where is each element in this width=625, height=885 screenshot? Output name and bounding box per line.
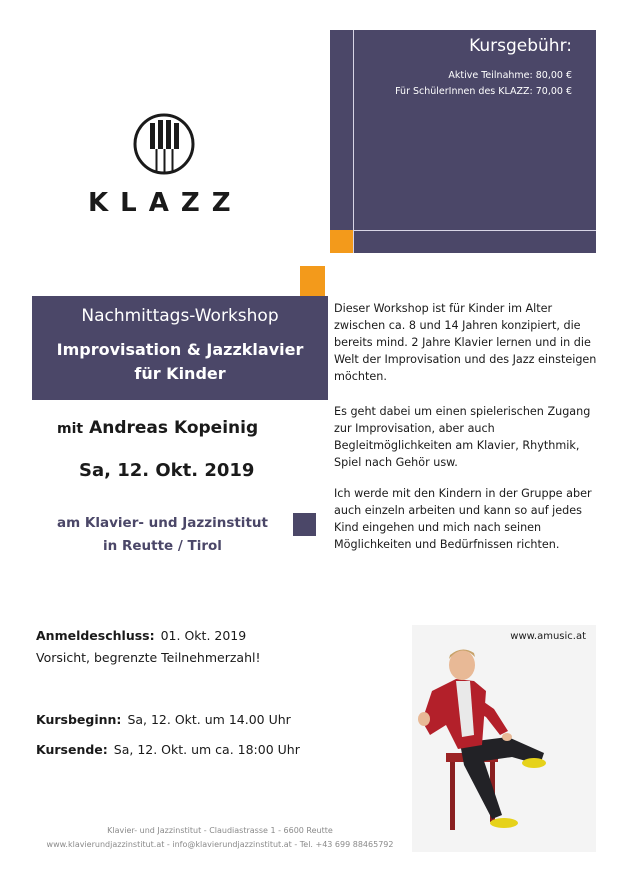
course-start-value: Sa, 12. Okt. um 14.00 Uhr bbox=[127, 712, 291, 727]
purple-accent-square bbox=[293, 513, 316, 536]
course-fee-box bbox=[330, 30, 596, 253]
workshop-title-box bbox=[32, 296, 328, 400]
limited-participants-note: Vorsicht, begrenzte Teilnehmerzahl! bbox=[36, 650, 261, 665]
course-end-value: Sa, 12. Okt. um ca. 18:00 Uhr bbox=[113, 742, 300, 757]
footer-address: Klavier- und Jazzinstitut - Claudiastrasse 1 - 6600 Reutte bbox=[107, 826, 333, 835]
course-start bbox=[36, 712, 291, 727]
event-date: Sa, 12. Okt. 2019 bbox=[79, 460, 255, 481]
workshop-audience: für Kinder bbox=[134, 364, 226, 383]
workshop-type: Nachmittags-Workshop bbox=[81, 306, 279, 326]
logo-text: KLAZZ bbox=[88, 188, 243, 218]
description-paragraph: Dieser Workshop ist für Kinder im Alter zwischen ca. 8 und 14 Jahren konzipiert, die bereits mind. 2 Jahre Klavier lernen und in die Welt der Improvisation und des Jazz einsteigen möchten. bbox=[334, 302, 597, 383]
registration-label: Anmeldeschluss: bbox=[36, 628, 155, 643]
seated-man-illustration bbox=[412, 625, 596, 852]
piano-keys-icon bbox=[133, 111, 195, 181]
fee-students: Für SchülerInnen des KLAZZ: 70,00 € bbox=[395, 86, 572, 97]
location-institute: am Klavier- und Jazzinstitut bbox=[57, 515, 268, 531]
instructor-prefix: mit bbox=[57, 421, 84, 437]
workshop-title: Improvisation & Jazzklavier bbox=[56, 340, 304, 359]
registration-date: 01. Okt. 2019 bbox=[160, 628, 247, 643]
course-start-label: Kursbeginn: bbox=[36, 712, 122, 727]
instructor-photo bbox=[412, 625, 596, 852]
orange-accent-square bbox=[330, 230, 353, 253]
footer-contact: www.klavierundjazzinstitut.at - info@klavierundjazzinstitut.at - Tel. +43 699 88465792 bbox=[46, 840, 394, 849]
photo-credit-url: www.amusic.at bbox=[510, 631, 586, 642]
instructor-name: Andreas Kopeinig bbox=[89, 418, 259, 438]
description-paragraph: Ich werde mit den Kindern in der Gruppe aber auch einzeln arbeiten und kann so auf jedes Kind eingehen und mich nach seinen Möglichkeiten und Bedürfnissen richten. bbox=[334, 487, 592, 551]
divider-line bbox=[330, 230, 596, 231]
description-paragraph: Es geht dabei um einen spielerischen Zugang zur Improvisation, aber auch Begleitmöglichkeiten am Klavier, Rhythmik, Spiel nach Gehör usw. bbox=[334, 405, 591, 469]
course-end bbox=[36, 742, 300, 757]
instructor-line bbox=[57, 418, 258, 438]
location-city: in Reutte / Tirol bbox=[103, 538, 222, 554]
registration-deadline bbox=[36, 628, 246, 643]
divider-line bbox=[353, 30, 354, 253]
orange-accent-square bbox=[300, 266, 325, 296]
course-end-label: Kursende: bbox=[36, 742, 108, 757]
fee-title: Kursgebühr: bbox=[469, 36, 572, 56]
fee-active-participation: Aktive Teilnahme: 80,00 € bbox=[448, 70, 572, 81]
